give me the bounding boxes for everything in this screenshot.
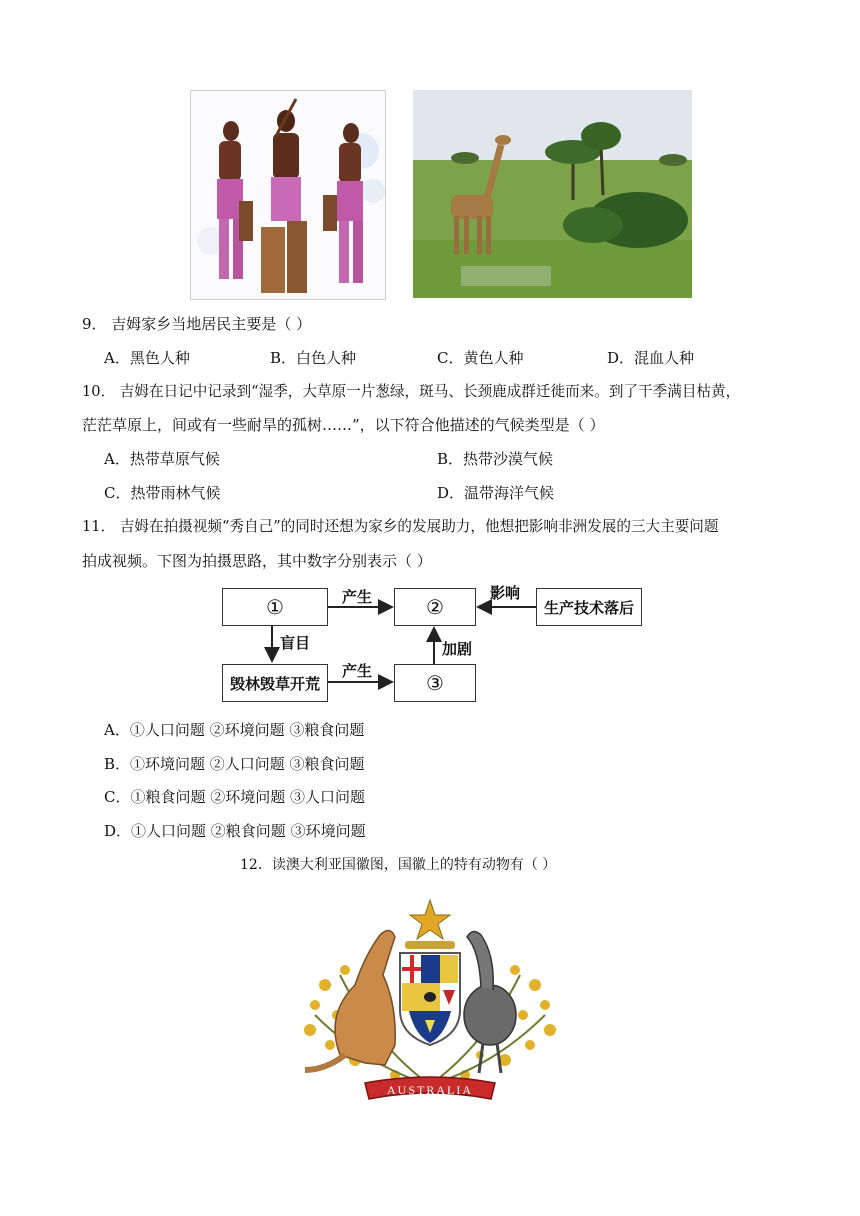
q10-option-a: A．热带草原气候 <box>104 450 220 468</box>
question-9-stem: 9． 吉姆家乡当地居民主要是（ ） <box>82 315 312 333</box>
q9-option-a: A．黑色人种 <box>104 349 190 367</box>
q9-option-d: D．混血人种 <box>607 349 695 367</box>
q11-option-b: B．①环境问题 ②人口问题 ③粮食问题 <box>104 755 365 773</box>
q10-option-b: B．热带沙漠气候 <box>437 450 554 468</box>
q9-option-b: B．白色人种 <box>270 349 357 367</box>
question-11-line1: 11． 吉姆在拍摄视频“秀自己”的同时还想为家乡的发展助力，他想把影响非洲发展的三大主要问题 <box>82 518 719 535</box>
edge-label-aggravate: 加剧 <box>442 640 473 658</box>
q9-option-c: C．黄色人种 <box>437 349 524 367</box>
box-1: ① <box>222 588 328 626</box>
question-11-line2: 拍成视频。下图为拍摄思路，其中数字分别表示（ ） <box>82 552 432 570</box>
box-deforestation: 毁林毁草开荒 <box>222 664 328 702</box>
question-10-line1: 10． 吉姆在日记中记录到“湿季，大草原一片葱绿，斑马、长颈鹿成群迁徙而来。到了干季满目枯黄， <box>82 383 741 400</box>
savanna-giraffe-photo <box>413 90 692 298</box>
box-2: ② <box>394 588 476 626</box>
flow-diagram <box>220 580 650 706</box>
emblem-banner-text: AUSTRALIA <box>387 1083 473 1097</box>
q10-option-c: C．热带雨林气候 <box>104 484 221 502</box>
question-12-stem: 12．读澳大利亚国徽图，国徽上的特有动物有（ ） <box>240 857 557 873</box>
q11-option-c: C．①粮食问题 ②环境问题 ③人口问题 <box>104 788 366 806</box>
q10-option-d: D．温带海洋气候 <box>437 484 555 502</box>
question-10-line2: 茫茫草原上，间或有一些耐旱的孤树……”，以下符合他描述的气候类型是（ ） <box>82 416 605 434</box>
edge-label-produce-bottom: 产生 <box>342 662 373 680</box>
edge-label-blind: 盲目 <box>280 634 311 652</box>
q11-option-a: A．①人口问题 ②环境问题 ③粮食问题 <box>104 721 365 739</box>
drummers-photo <box>190 90 386 300</box>
box-tech-backward: 生产技术落后 <box>536 588 642 626</box>
box-3: ③ <box>394 664 476 702</box>
edge-label-produce-top: 产生 <box>342 588 373 606</box>
q11-option-d: D．①人口问题 ②粮食问题 ③环境问题 <box>104 822 366 840</box>
australia-coat-of-arms-image <box>285 895 575 1120</box>
edge-label-influence: 影响 <box>490 584 521 602</box>
